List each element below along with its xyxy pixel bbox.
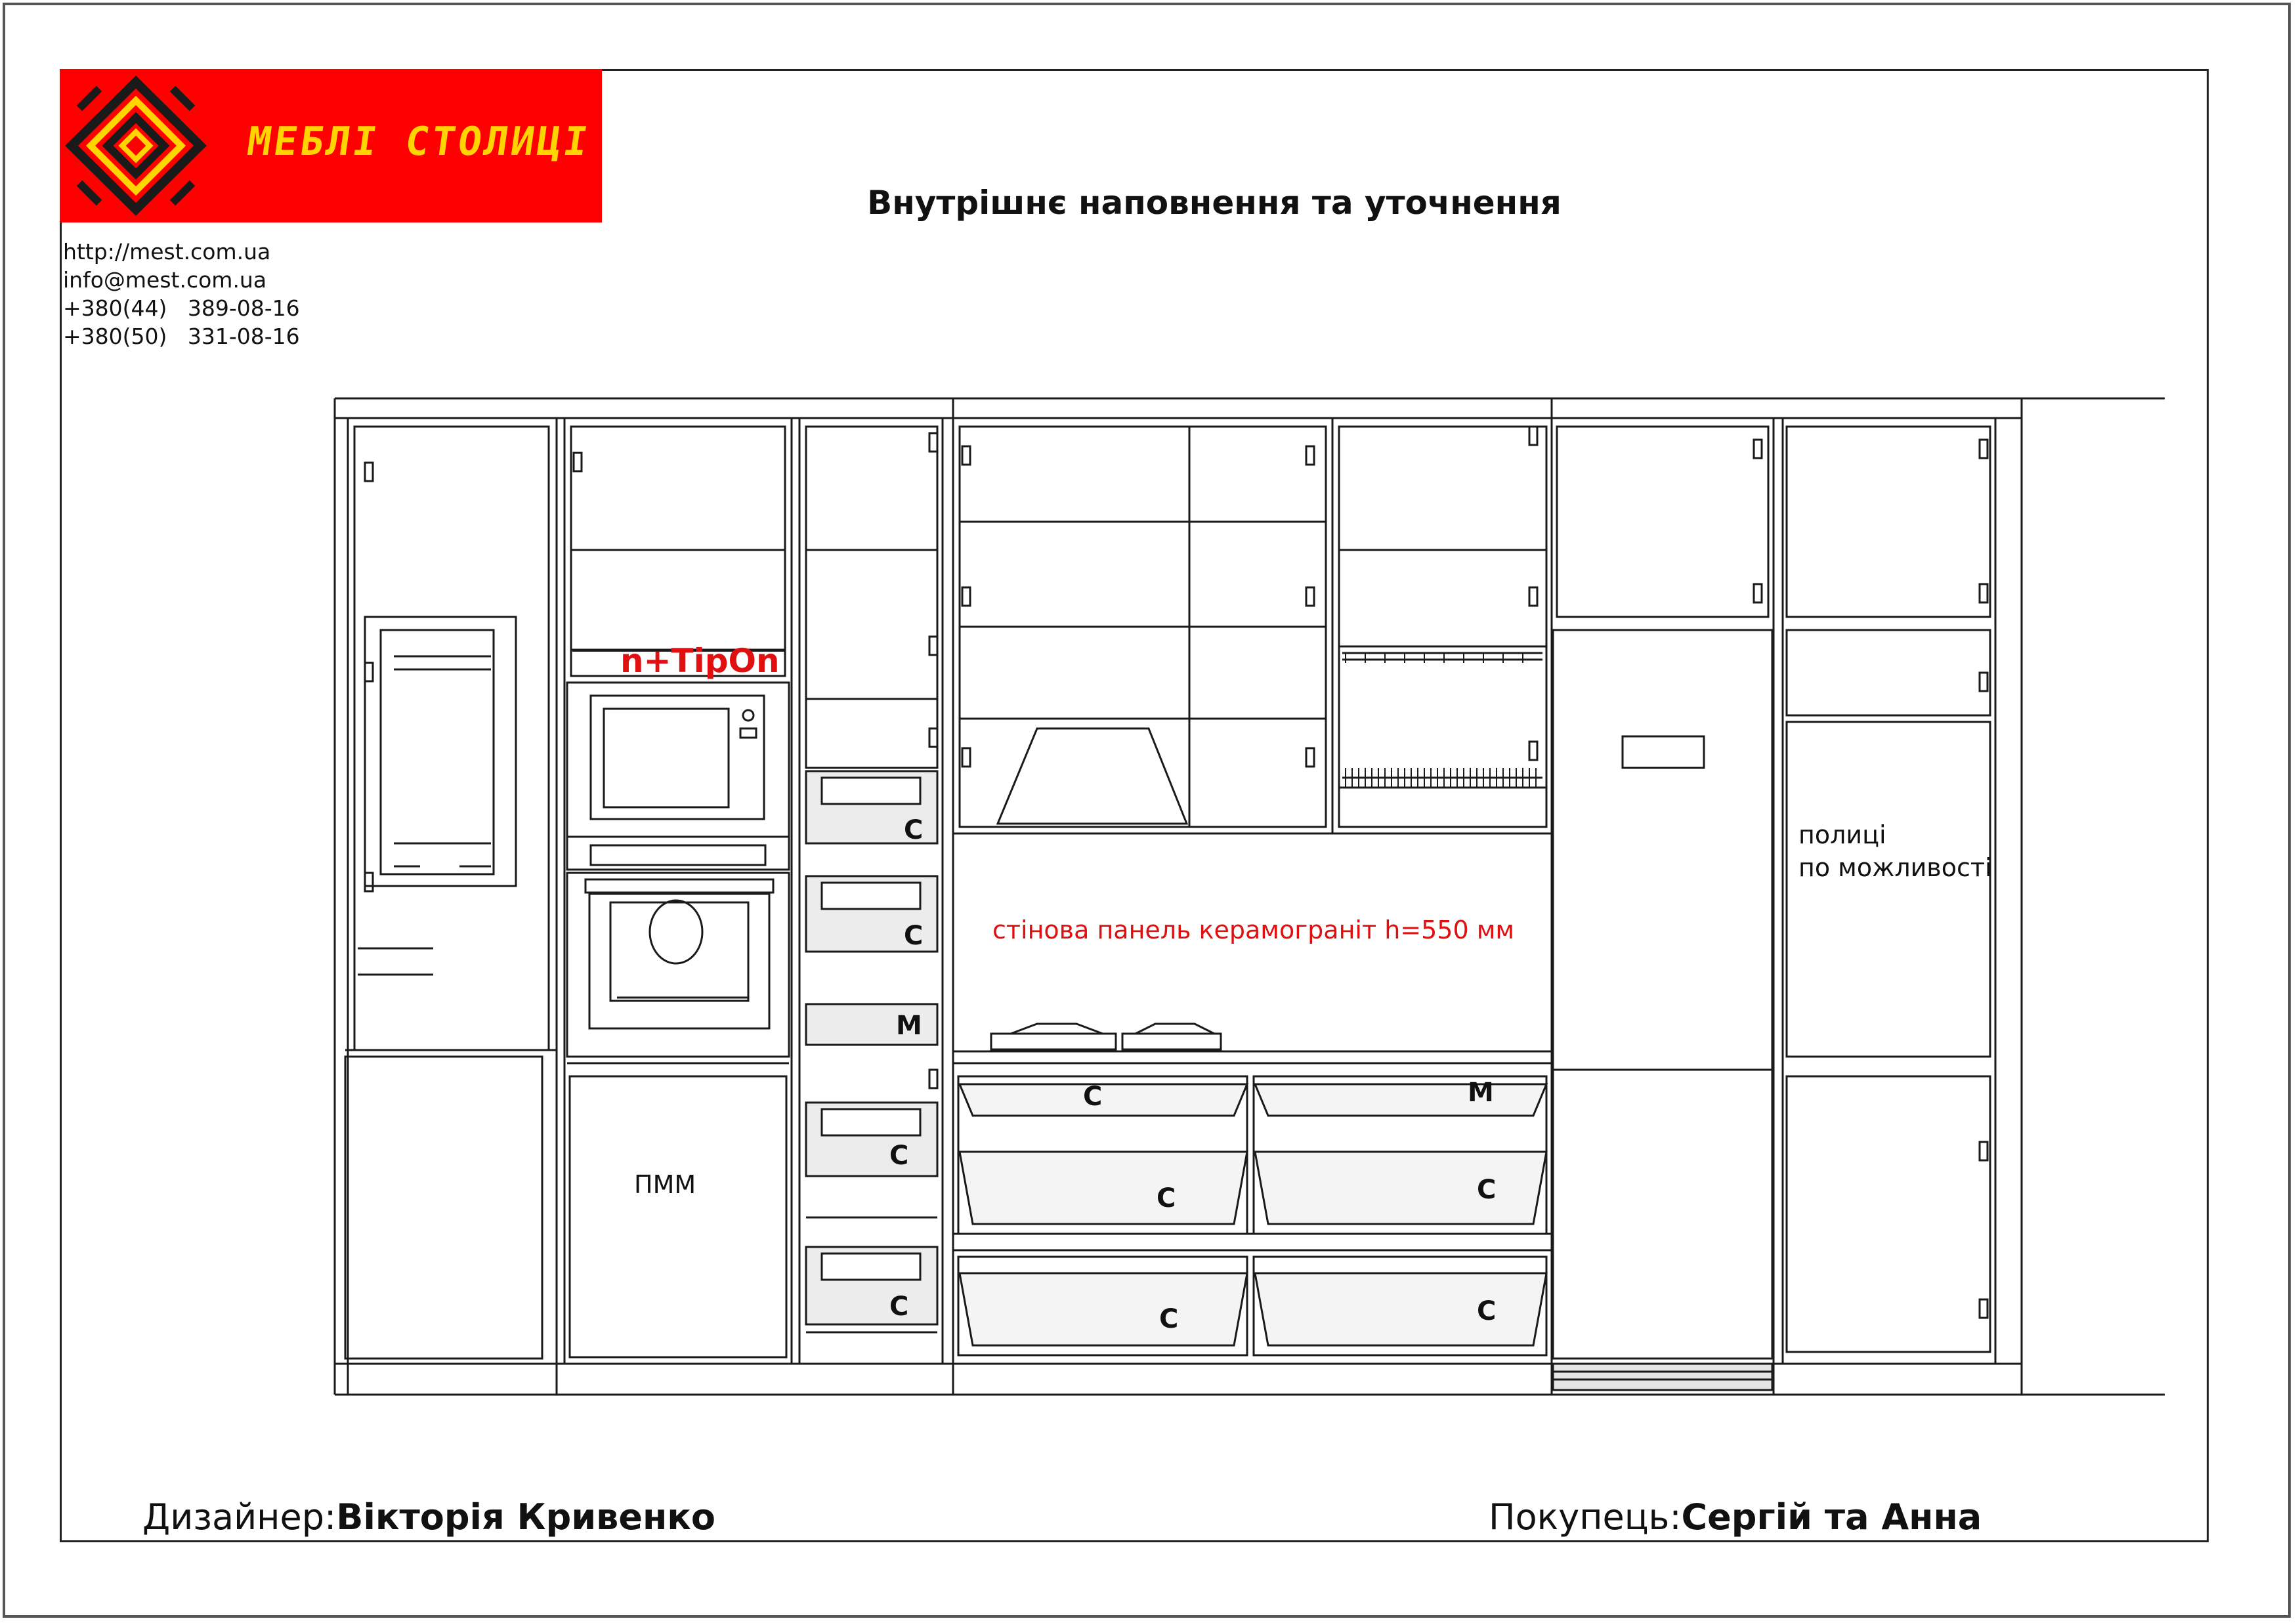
drawer-mark: С (1157, 1183, 1176, 1213)
website-link[interactable]: http://mest.com.ua (63, 239, 271, 264)
drawer-mark: М (1468, 1078, 1494, 1108)
tipon-annotation: n+TipOn (620, 642, 780, 680)
drawer-mark: М (896, 1011, 922, 1041)
phone-1: +380(44) 389-08-16 (63, 295, 300, 321)
dishwasher-label: ПММ (634, 1170, 696, 1199)
drawer-mark: С (1159, 1304, 1179, 1334)
customer-credit (1489, 1496, 1982, 1538)
shelves-note-line2: по можливості (1798, 853, 1992, 882)
page-title: Внутрішнє наповнення та уточнення (867, 184, 1562, 222)
email-link[interactable]: info@mest.com.ua (63, 267, 267, 293)
drawer-mark: С (1083, 1082, 1103, 1112)
drawer-mark: С (1477, 1296, 1497, 1326)
designer-label: Дизайнер: (142, 1496, 337, 1538)
wall-panel-annotation: стінова панель керамограніт h=550 мм (992, 916, 1515, 944)
phone-2: +380(50) 331-08-16 (63, 324, 300, 349)
drawer-mark: С (889, 1292, 909, 1322)
drawer-mark: С (904, 815, 924, 845)
drawer-mark: С (1477, 1175, 1497, 1205)
customer-label: Покупець: (1489, 1496, 1682, 1538)
designer-credit (142, 1496, 715, 1538)
drawer-mark: С (904, 921, 924, 951)
customer-name: Сергій та Анна (1681, 1496, 1982, 1538)
shelves-note-line1: полиці (1798, 820, 1886, 849)
brand-name: МЕБЛІ СТОЛИЦІ (244, 119, 593, 165)
designer-name: Вікторія Кривенко (336, 1496, 716, 1538)
drawer-mark: С (889, 1141, 909, 1171)
